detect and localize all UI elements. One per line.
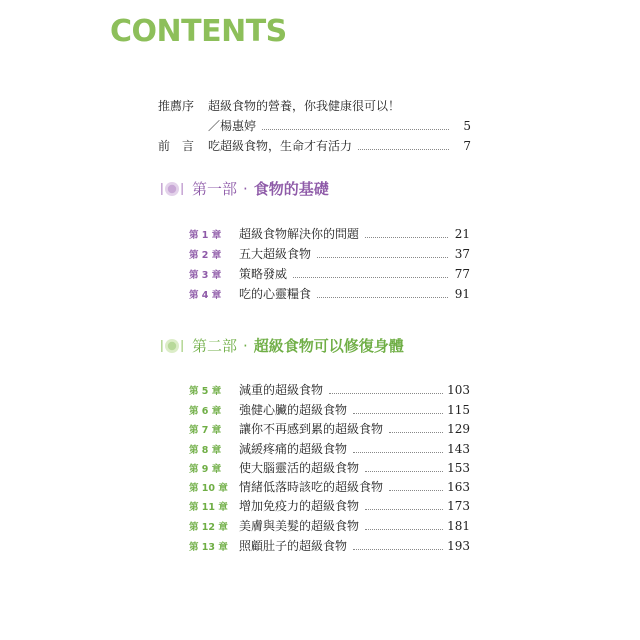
part-title: 食物的基礎 <box>253 180 329 198</box>
preface-row[interactable] <box>158 137 471 154</box>
chapter-number: 第 3 章 <box>189 270 222 281</box>
chapter-title: 使大腦靈活的超級食物 <box>239 461 360 475</box>
chapter-title: 強健心臟的超級食物 <box>239 403 348 417</box>
page-number: 129 <box>447 422 470 436</box>
chapter-title: 讓你不再感到累的超級食物 <box>239 422 384 436</box>
page-number: 5 <box>463 119 471 133</box>
preface-row[interactable] <box>158 97 471 114</box>
preface-tag: 推薦序 <box>158 99 195 113</box>
leader-dots <box>329 393 443 394</box>
plate-icon <box>160 181 184 197</box>
chapter-number: 第 4 章 <box>189 290 222 301</box>
page-number: 77 <box>454 267 470 281</box>
leader-dots <box>365 509 443 510</box>
page-number: 181 <box>447 519 470 533</box>
part-number: 第一部 <box>192 180 238 198</box>
page-number: 153 <box>447 461 470 475</box>
leader-dots <box>389 490 443 491</box>
chapter-row[interactable] <box>189 537 470 554</box>
chapter-title: 吃的心靈糧食 <box>239 287 312 301</box>
chapter-row[interactable] <box>189 517 470 534</box>
chapter-row[interactable] <box>189 420 470 437</box>
chapter-number: 第 13 章 <box>189 542 228 553</box>
chapter-row[interactable] <box>189 401 470 418</box>
preface-author: ／楊惠婷 <box>208 119 257 133</box>
chapter-row[interactable] <box>189 265 470 282</box>
page-number: 173 <box>447 499 470 513</box>
chapter-number: 第 12 章 <box>189 522 228 533</box>
chapter-title: 情緒低落時該吃的超級食物 <box>239 480 384 494</box>
chapter-number: 第 7 章 <box>189 425 222 436</box>
chapter-number: 第 11 章 <box>189 502 228 513</box>
part-heading[interactable] <box>160 335 404 356</box>
leader-dots <box>353 452 443 453</box>
chapter-title: 照顧肚子的超級食物 <box>239 539 348 553</box>
leader-dots <box>353 549 443 550</box>
chapter-row[interactable] <box>189 440 470 457</box>
leader-dots <box>358 149 449 150</box>
chapter-row[interactable] <box>189 381 470 398</box>
plate-icon <box>160 338 184 354</box>
chapter-title: 減緩疼痛的超級食物 <box>239 442 348 456</box>
chapter-number: 第 10 章 <box>189 483 228 494</box>
chapter-row[interactable] <box>189 285 470 302</box>
foreword-title: 吃超級食物，生命才有活力 <box>208 139 353 153</box>
chapter-title: 策略發威 <box>239 267 288 281</box>
page-number: 7 <box>463 139 471 153</box>
chapter-title: 美膚與美髮的超級食物 <box>239 519 360 533</box>
chapter-number: 第 8 章 <box>189 445 222 456</box>
preface-row[interactable] <box>158 117 471 134</box>
page-number: 37 <box>454 247 470 261</box>
part-number: 第二部 <box>192 337 238 355</box>
page-number: 163 <box>447 480 470 494</box>
page-number: 21 <box>454 227 470 241</box>
part-separator: · <box>243 336 248 355</box>
chapter-number: 第 2 章 <box>189 250 222 261</box>
page-number: 103 <box>447 383 470 397</box>
chapter-row[interactable] <box>189 225 470 242</box>
part-title: 超級食物可以修復身體 <box>253 337 404 355</box>
chapter-row[interactable] <box>189 497 470 514</box>
chapter-title: 五大超級食物 <box>239 247 312 261</box>
page-number: 115 <box>447 403 470 417</box>
chapter-number: 第 6 章 <box>189 406 222 417</box>
leader-dots <box>262 129 449 130</box>
chapter-title: 超級食物解決你的問題 <box>239 227 360 241</box>
leader-dots <box>317 257 448 258</box>
chapter-number: 第 9 章 <box>189 464 222 475</box>
page-number: 193 <box>447 539 470 553</box>
page-number: 143 <box>447 442 470 456</box>
preface-title: 超級食物的營養，你我健康很可以！ <box>208 99 401 113</box>
leader-dots <box>365 237 448 238</box>
leader-dots <box>353 413 443 414</box>
page-title: CONTENTS <box>110 14 287 49</box>
chapter-title: 減重的超級食物 <box>239 383 324 397</box>
chapter-row[interactable] <box>189 459 470 476</box>
part-separator: · <box>243 179 248 198</box>
page-number: 91 <box>454 287 470 301</box>
leader-dots <box>365 471 443 472</box>
leader-dots <box>389 432 443 433</box>
leader-dots <box>317 297 448 298</box>
chapter-number: 第 1 章 <box>189 230 222 241</box>
leader-dots <box>293 277 448 278</box>
preface-tag: 前 言 <box>158 139 195 153</box>
chapter-row[interactable] <box>189 478 470 495</box>
chapter-title: 增加免疫力的超級食物 <box>239 499 360 513</box>
chapter-number: 第 5 章 <box>189 386 222 397</box>
chapter-row[interactable] <box>189 245 470 262</box>
leader-dots <box>365 529 443 530</box>
part-heading[interactable] <box>160 178 329 199</box>
